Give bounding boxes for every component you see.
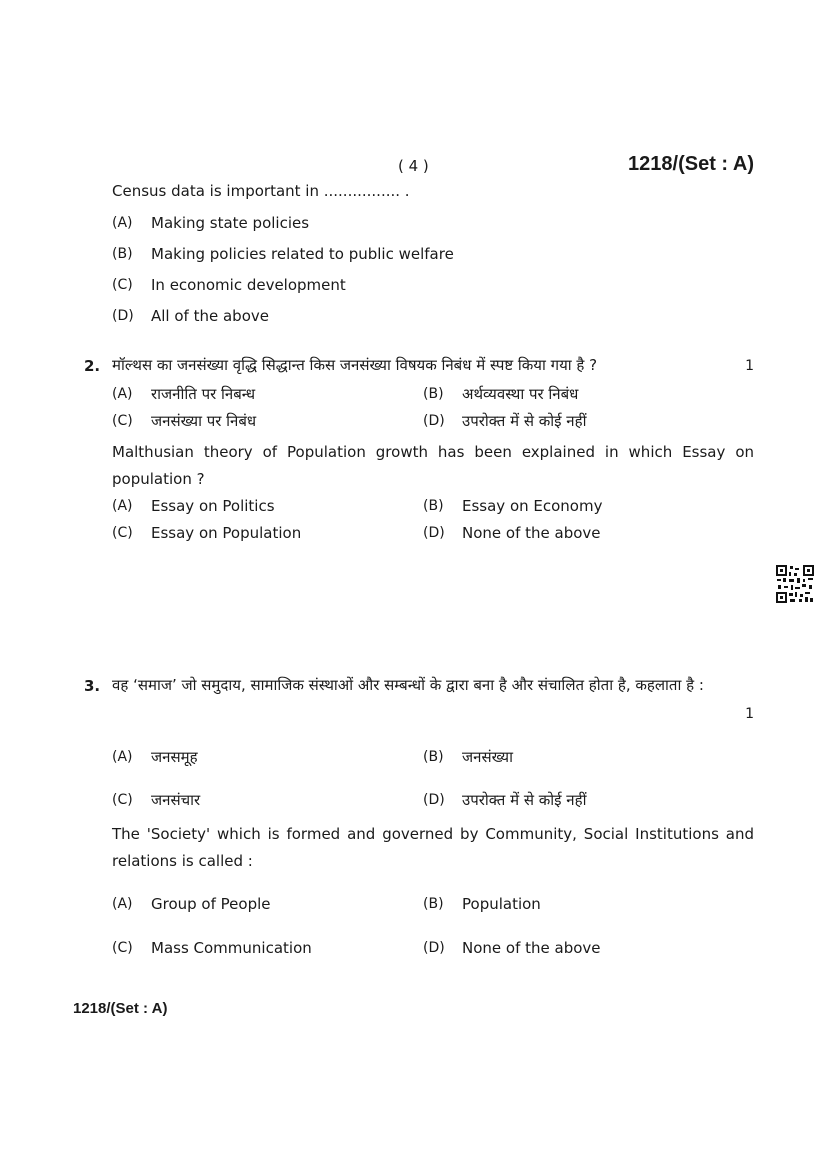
option-label: (A): [112, 896, 133, 912]
option-label: (D): [423, 413, 445, 429]
option-text: Mass Communication: [151, 939, 312, 957]
option-text: जनसमूह: [151, 748, 198, 766]
q2-question-en: Malthusian theory of Population growth has been explained in which Essay on population ?: [112, 443, 754, 488]
option-text: उपरोक्त में से कोई नहीं: [462, 412, 587, 430]
option-label: (A): [112, 215, 133, 231]
option-text: अर्थव्यवस्था पर निबंध: [462, 385, 579, 403]
option-text: All of the above: [151, 307, 269, 325]
option-label: (B): [423, 896, 444, 912]
page-number: ( 4 ): [398, 157, 429, 175]
option-label: (D): [423, 792, 445, 808]
option-text: Making state policies: [151, 214, 310, 232]
q3-number: 3.: [84, 677, 101, 695]
option-text: Making policies related to public welfare: [151, 245, 454, 263]
option-text: Essay on Population: [151, 524, 302, 542]
option-text: None of the above: [462, 524, 601, 542]
option-text: Essay on Economy: [462, 497, 603, 515]
option-label: (D): [423, 940, 445, 956]
q3-marks: 1: [745, 706, 754, 722]
qr-code-icon: [776, 565, 814, 603]
option-label: (C): [112, 940, 133, 956]
option-text: जनसंचार: [151, 791, 201, 809]
option-label: (B): [423, 386, 444, 402]
option-label: (C): [112, 792, 133, 808]
option-text: In economic development: [151, 276, 346, 294]
option-text: Population: [462, 895, 541, 913]
set-code-header: 1218/(Set : A): [628, 153, 754, 175]
option-label: (A): [112, 386, 133, 402]
option-text: जनसंख्या पर निबंध: [151, 412, 257, 430]
q3-question-en: The 'Society' which is formed and governed by Community, Social Institutions and relations is called :: [112, 825, 754, 870]
option-text: उपरोक्त में से कोई नहीं: [462, 791, 587, 809]
option-label: (C): [112, 277, 133, 293]
q2-number: 2.: [84, 357, 101, 375]
q1-question-en: Census data is important in ................ .: [112, 182, 410, 200]
option-label: (B): [423, 749, 444, 765]
option-label: (D): [112, 308, 134, 324]
option-text: जनसंख्या: [462, 748, 513, 766]
option-label: (D): [423, 525, 445, 541]
option-label: (C): [112, 413, 133, 429]
option-label: (B): [423, 498, 444, 514]
option-label: (A): [112, 749, 133, 765]
option-label: (C): [112, 525, 133, 541]
set-code-footer: 1218/(Set : A): [73, 1000, 168, 1017]
q3-question-hi: वह ‘समाज’ जो समुदाय, सामाजिक संस्थाओं और सम्बन्धों के द्वारा बना है और संचालित होता है, कहलाता है :: [112, 676, 704, 694]
option-text: Group of People: [151, 895, 271, 913]
q2-question-hi: मॉल्थस का जनसंख्या वृद्धि सिद्धान्त किस जनसंख्या विषयक निबंध में स्पष्ट किया गया है ?: [112, 356, 598, 374]
option-text: Essay on Politics: [151, 497, 275, 515]
q2-marks: 1: [745, 358, 754, 374]
option-label: (A): [112, 498, 133, 514]
option-text: राजनीति पर निबन्ध: [151, 385, 256, 403]
option-label: (B): [112, 246, 133, 262]
option-text: None of the above: [462, 939, 601, 957]
